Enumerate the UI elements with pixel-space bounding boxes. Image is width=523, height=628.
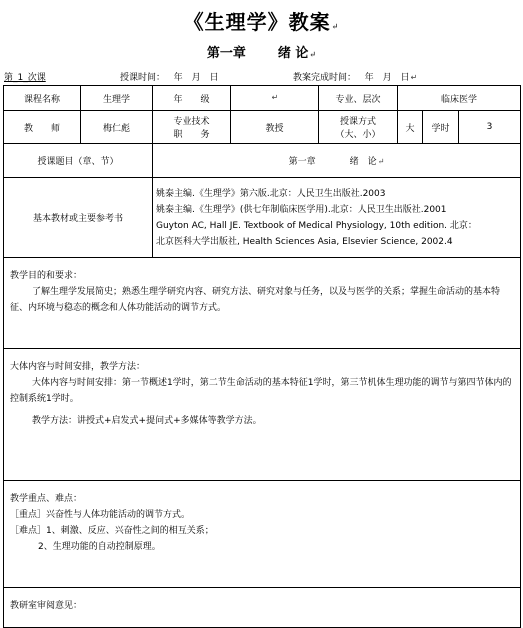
difficult-point-2: 2、生理功能的自动控制原理。 [38,542,161,552]
professional-title-value: 教授 [231,111,319,144]
course-name-value: 生理学 [81,86,153,111]
difficult-point-1: ［难点］1、刺激、反应、兴奋性之间的相互关系； [10,526,214,536]
course-name-label: 课程名称 [4,86,81,111]
references-list [153,178,521,258]
content-heading: 大体内容与时间安排，教学方法： [10,362,146,372]
references-label: 基本教材或主要参考书 [4,178,153,258]
objectives-text: 了解生理学发展简史；熟悉生理学研究内容、研究方法、研究对象与任务，以及与医学的关系；掌握生命活动的基本特征、内环境与稳态的概念和人体功能活动的调节方式。 [10,287,501,313]
content-section [4,349,521,481]
plan-completion-time: 教案完成时间： 年 月 日↵ [293,73,418,83]
grade-value: ↵ [231,86,319,111]
chapter-heading: 第一章 绪 论↵ [206,46,317,61]
content-row [4,349,521,481]
major-level-value: 临床医学 [398,86,521,111]
teacher-value: 梅仁彪 [81,111,153,144]
hours-label: 学时 [423,111,459,144]
course-row [4,86,521,111]
reference-item: 姚泰主编.《生理学》(供七年制临床医学用).北京：人民卫生出版社.2001 [156,204,447,215]
objectives-section [4,258,521,349]
review-heading: 教研室审阅意见： [10,601,83,611]
teacher-label: 教 师 [4,111,81,144]
review-row [4,588,521,628]
key-point: ［重点］兴奋性与人体功能活动的调节方式。 [10,510,191,520]
objectives-heading: 教学目的和要求： [10,271,83,281]
keypoints-heading: 教学重点、难点： [10,494,83,504]
teaching-method-label: 授课方式 （大、小） [319,111,398,144]
content-methods: 教学方法：讲授式+启发式+提问式+多媒体等教学方法。 [32,416,262,426]
document-title: 《生理学》教案↵ [183,10,340,34]
class-number: 第_1_次课 [4,73,46,83]
teacher-row [4,111,521,144]
grade-label: 年 级 [153,86,231,111]
topic-label: 授课题目（章、节） [4,144,153,178]
references-row [4,178,521,258]
professional-title-label: 专业技术 职 务 [153,111,231,144]
reference-item: 北京医科大学出版社, Health Sciences Asia, Elsevier Science, 2002.4 [156,236,453,247]
major-level-label: 专业、层次 [319,86,398,111]
hours-value: 3 [459,111,521,144]
reference-item: 姚泰主编.《生理学》第六版.北京：人民卫生出版社.2003 [156,188,386,199]
teaching-method-value: 大 [398,111,423,144]
keypoints-section [4,481,521,588]
lesson-time: 授课时间： 年 月 日 [120,73,219,83]
content-schedule: 大体内容与时间安排：第一节概述1学时，第二节生命活动的基本特征1学时，第三节机体生理功能的调节与第四节体内的控制系统1学时。 [10,378,512,404]
review-section [4,588,521,628]
reference-item: Guyton AC, Hall JE. Textbook of Medical Physiology, 10th edition. 北京： [156,220,477,231]
topic-row [4,144,521,178]
lesson-plan-table [3,85,521,628]
keypoints-row [4,481,521,588]
objectives-row [4,258,521,349]
topic-value: 第一章 绪 论↵ [153,144,521,178]
